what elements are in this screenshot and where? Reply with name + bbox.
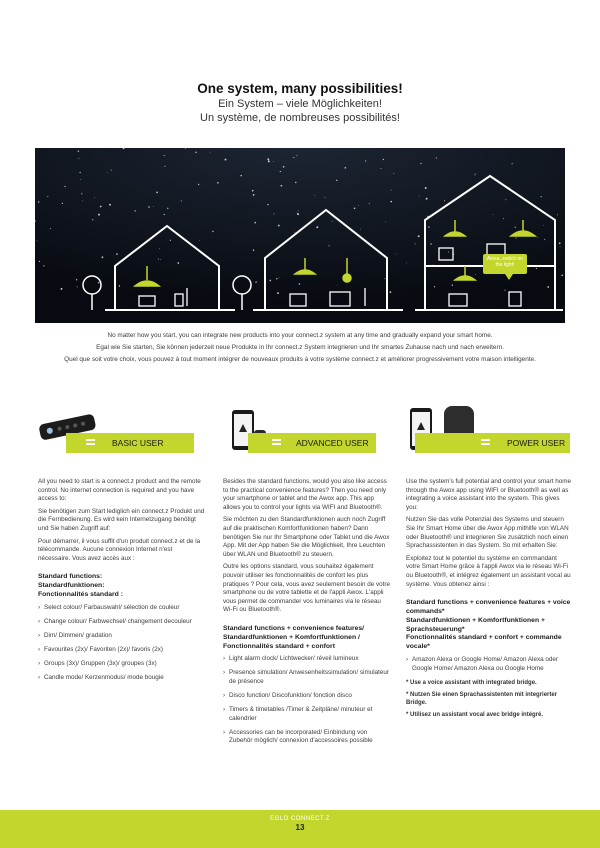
title-english: One system, many possibilities!	[197, 81, 403, 96]
star	[198, 184, 199, 185]
star	[92, 219, 93, 220]
page-number: 13	[295, 823, 305, 832]
star	[559, 242, 561, 244]
star	[78, 158, 79, 159]
star	[493, 214, 494, 215]
banner-basic-user	[66, 433, 194, 453]
list-item: › Change colour/ Farbwechsel/ changement decouleur	[38, 618, 206, 627]
star	[267, 158, 269, 160]
star	[504, 290, 505, 291]
list-item: › Timers & timetables /Timer & Zeitpläne/ minuteur et calendrier	[223, 706, 391, 723]
star	[199, 240, 200, 241]
star	[360, 229, 361, 230]
list-item: › Select colour/ Farbauswahl/ sélection de couleur	[38, 604, 206, 613]
star	[253, 249, 255, 251]
intro-german: Egal wie Sie starten, Sie können jederzeit neue Produkte in Ihr connect.z System integrieren und Ihr smartes Zuhause nach und nach erweitern.	[96, 344, 504, 351]
equals-icon	[272, 439, 281, 447]
star	[295, 232, 296, 233]
basic-text-german: Sie benötigen zum Start lediglich ein connect.z Produkt und die Fernbedienung. Es wird kein Internetzugang benötigt und Sie haben Zugriff auf:	[38, 507, 205, 532]
star	[273, 161, 274, 162]
title-french: Un système, de nombreuses possibilités!	[200, 112, 400, 124]
star	[81, 193, 82, 194]
star	[50, 228, 51, 229]
star	[153, 206, 154, 207]
star	[503, 218, 504, 219]
star	[296, 155, 297, 156]
star	[283, 166, 285, 168]
equals-icon	[481, 439, 490, 447]
star	[217, 182, 219, 184]
star	[164, 155, 165, 156]
star	[210, 152, 211, 153]
basic-functions-list	[38, 604, 206, 683]
star	[64, 186, 65, 187]
star	[94, 197, 95, 198]
star	[61, 288, 63, 290]
star	[253, 194, 255, 196]
star	[119, 285, 120, 286]
star	[299, 283, 301, 285]
star	[475, 173, 476, 174]
star	[393, 173, 394, 174]
banner-basic-label: BASIC USER	[112, 438, 164, 448]
banner-power-label: POWER USER	[507, 438, 566, 448]
star	[170, 240, 171, 241]
star	[156, 192, 158, 194]
star	[62, 203, 63, 204]
star	[354, 207, 356, 209]
star	[298, 210, 299, 211]
star	[98, 214, 100, 216]
star	[295, 182, 296, 183]
star	[39, 261, 40, 262]
star	[385, 278, 386, 279]
star	[561, 274, 563, 276]
star	[280, 171, 281, 172]
star	[316, 226, 318, 228]
star	[38, 201, 39, 202]
star	[79, 172, 80, 173]
basic-functions-heading: Standard functions: Standardfunktionen: Fonctionnalités standard :	[38, 573, 123, 598]
advanced-text-german: Sie möchten zu den Standardfunktionen auch noch Zugriff auf die praktischen Komfortfunktionen haben? Dann benötigen Sie nur Ihr Smartphone oder Tablet und die Awox App. Mit der App haben Sie die Möglichkeit, Ihre Leuchten über WLAN und Bluetooth® zu steuern.	[223, 516, 390, 558]
star	[448, 252, 449, 253]
star	[107, 172, 108, 173]
star	[268, 160, 270, 162]
star	[148, 206, 150, 208]
star	[225, 159, 227, 161]
star	[515, 227, 516, 228]
intro-text	[60, 330, 540, 366]
star	[109, 204, 111, 206]
star	[560, 246, 561, 247]
star	[267, 204, 268, 205]
star	[159, 248, 160, 249]
star	[43, 265, 44, 266]
star	[181, 200, 182, 201]
star	[358, 205, 359, 206]
advanced-user-column	[223, 478, 391, 752]
star	[430, 243, 431, 244]
star	[369, 203, 370, 204]
star	[541, 196, 542, 197]
star	[135, 210, 136, 211]
star	[389, 291, 391, 293]
star	[475, 274, 476, 275]
star	[212, 231, 213, 232]
footer-brand: EGLO CONNECT.Z	[270, 816, 330, 822]
list-item: › Candle mode/ Kerzenmodus/ mode bougie	[38, 674, 206, 683]
list-item: › Presence simulation/ Anwesenheitssimulation/ simulateur de présence	[223, 669, 391, 686]
power-text-english: Use the system's full potential and control your smart home through the Awox app using WIFI or Bluetooth® as well as integrating a voice assistant into the system. This gives you:	[406, 478, 571, 511]
star	[510, 187, 511, 188]
power-text-german: Nutzen Sie das volle Potenzial des Systems und steuern Sie Ihr Smart Home über die Awox App mithilfe von WLAN oder Bluetooth® und integrieren Sie zusätzlich noch einen Sprachassistenten in das System. So mit erhalten Sie:	[406, 516, 569, 550]
basic-text-french: Pour démarrer, il vous suffit d'un produit connect.z et de la télécommande. Aucune connexion Internet n'est nécessaire. Vous avez accès aux :	[38, 537, 201, 562]
star	[167, 208, 168, 209]
advanced-text-english: Besides the standard functions, would you also like access to the practical convenience features? Then you need only your smartphone or tablet and the Awox app. This app allows you to control your lights via WIFI and Bluetooth®.	[223, 478, 387, 511]
banner-power-user	[415, 433, 570, 453]
star	[158, 258, 159, 259]
star	[37, 241, 38, 242]
star	[536, 268, 537, 269]
footnote-french: * Utilisez un assistant vocal avec bridge intégré.	[406, 711, 544, 718]
star	[332, 221, 333, 222]
star	[240, 175, 242, 177]
star	[425, 187, 427, 189]
star	[80, 179, 81, 180]
star	[77, 286, 78, 287]
advanced-functions-heading: Standard functions + convenience features/ Standardfunktionen + Komfortfunktionen / Fonctionnalités standard + confort	[223, 624, 365, 650]
list-item: › Groups (3x)/ Gruppen (3x)/ groupes (3x)	[38, 660, 206, 669]
star	[273, 213, 274, 214]
star	[512, 163, 513, 164]
power-user-column	[406, 478, 572, 723]
star	[76, 279, 77, 280]
star	[298, 214, 299, 215]
advanced-functions-list	[223, 655, 391, 746]
list-item: › Dim/ Dimmen/ gradation	[38, 632, 206, 641]
star	[329, 245, 330, 246]
star	[279, 278, 280, 279]
power-text-french: Exploitez tout le potentiel du système en commandant votre Smart Home grâce à l'appli Awox via le réseau Wi-Fi ou Bluetooth®, et intégrez également un assistant vocal au système. Vous obtenez ainsi :	[406, 554, 571, 588]
star	[474, 174, 475, 175]
star	[365, 160, 366, 161]
star	[406, 263, 407, 264]
star	[164, 166, 165, 167]
star	[276, 278, 277, 279]
star	[116, 253, 118, 255]
star	[544, 239, 545, 240]
star	[543, 225, 544, 226]
star	[434, 286, 435, 287]
star	[428, 226, 429, 227]
star	[557, 214, 558, 215]
list-item: › Disco function/ Discofunktion/ fonction disco	[223, 692, 391, 701]
page-footer	[0, 810, 600, 848]
star	[255, 222, 257, 224]
speech-bubble-text: Alexa, switch on the light!	[486, 256, 524, 268]
star	[419, 196, 420, 197]
star	[47, 196, 48, 197]
star	[420, 163, 421, 164]
list-item: › Favourites (2x)/ Favoriten (2x)/ favoris (2x)	[38, 646, 206, 655]
star	[277, 292, 279, 294]
power-functions-heading: Standard functions + convenience features + voice commands* Standardfunktionen + Komfortfunktionen + Sprachsteuerung* Fonctionnalités standard + confort + commande vocale*	[406, 599, 571, 651]
star	[252, 190, 254, 192]
star	[111, 170, 112, 171]
intro-english: No matter how you start, you can integrate new products into your connect.z system at any time and gradually expand your smart home.	[107, 332, 493, 339]
page-heading	[0, 80, 600, 125]
title-german: Ein System – viele Möglichkeiten!	[218, 98, 382, 110]
star	[100, 206, 102, 208]
star	[426, 198, 428, 200]
star	[278, 225, 280, 227]
star	[538, 237, 539, 238]
star	[505, 199, 506, 200]
star	[381, 168, 382, 169]
equals-icon	[86, 439, 95, 447]
star	[314, 195, 315, 196]
star	[547, 286, 549, 288]
star	[269, 280, 271, 282]
star	[102, 256, 104, 258]
footnote-english: * Use a voice assistant with integrated bridge.	[406, 679, 537, 686]
hero-illustration	[35, 148, 565, 323]
star	[436, 157, 437, 158]
star	[345, 167, 347, 169]
power-functions-list	[406, 656, 572, 673]
houses-illustration	[35, 148, 565, 323]
list-item: › Amazon Alexa or Google Home/ Amazon Alexa oder Google Home/ Amazon Alexa ou Google Home	[406, 656, 572, 673]
basic-text-english: All you need to start is a connect.z product and the remote control. No internet connection is required and you have access to:	[38, 478, 201, 503]
star	[281, 185, 283, 187]
basic-user-column	[38, 478, 206, 688]
star	[337, 285, 338, 286]
star	[396, 254, 397, 255]
star	[444, 200, 445, 201]
banner-advanced-user	[248, 433, 376, 453]
star	[293, 157, 294, 158]
star	[324, 197, 325, 198]
star	[160, 259, 161, 260]
star	[98, 282, 100, 284]
star	[78, 151, 79, 152]
banner-advanced-label: ADVANCED USER	[296, 438, 369, 448]
star	[391, 190, 392, 191]
star	[390, 201, 392, 203]
star	[336, 180, 337, 181]
list-item: › Accessories can be incorporated/ Einbindung von Zubehör möglich/ connexion d'accessoires possible	[223, 729, 391, 746]
star	[415, 243, 416, 244]
star	[383, 159, 384, 160]
star	[177, 262, 179, 264]
star	[385, 221, 386, 222]
star	[516, 237, 517, 238]
star	[418, 235, 420, 237]
footnote-german: * Nutzen Sie einen Sprachassistenten mit integrierter Bridge.	[406, 691, 558, 706]
star	[255, 281, 256, 282]
list-item: › Light alarm clock/ Lichtwecker/ réveil lumineux	[223, 655, 391, 664]
star	[164, 214, 165, 215]
intro-french: Quel que soit votre choix, vous pouvez à tout moment intégrer de nouveaux produits à votre système connect.z et améliorer progressivement votre maison intelligente.	[64, 356, 536, 363]
star	[195, 152, 196, 153]
star	[452, 285, 453, 286]
advanced-text-french: Outre les options standard, vous souhaitez également pouvoir utiliser les fonctionnalités de confort les plus pratiques ? Pour cela, vous avez seulement besoin de votre smartphone ou de votre tablette et de l'appli Awox. L'appli vous permet de commander vos luminaires via le réseau Wi-Fi ou Bluetooth®.	[223, 563, 390, 614]
star	[82, 201, 83, 202]
